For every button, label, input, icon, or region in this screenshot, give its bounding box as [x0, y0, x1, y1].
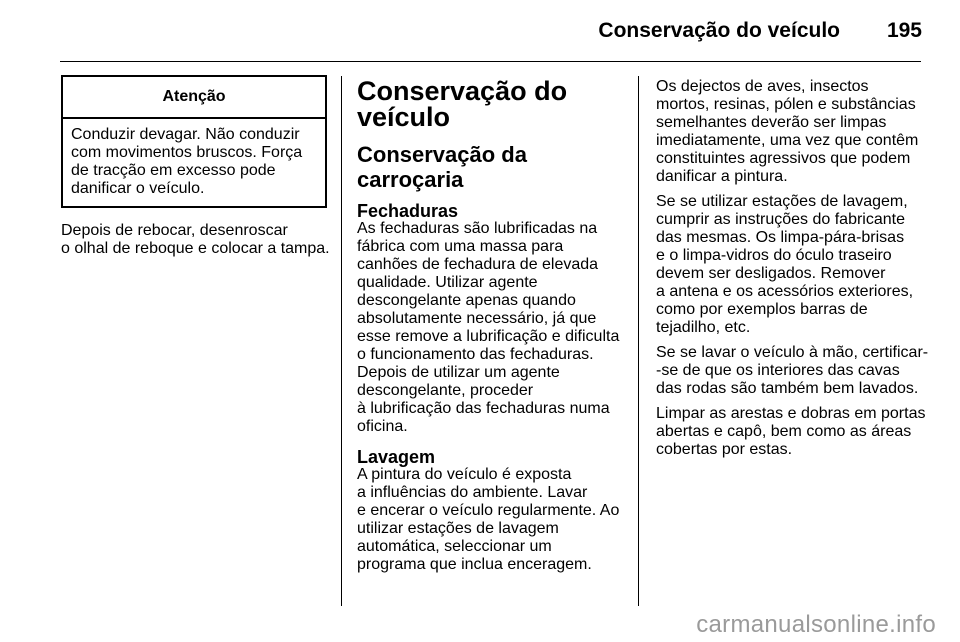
- text-line: descongelante, proceder: [357, 382, 534, 399]
- text-line: canhões de fechadura de elevada: [357, 256, 599, 273]
- text-line: a antena e os acessórios exteriores,: [656, 283, 914, 300]
- text-line: utilizar estações de lavagem: [357, 520, 559, 537]
- fechaduras-heading: Fechaduras: [357, 201, 459, 221]
- text-line: absolutamente necessário, já que: [357, 310, 597, 327]
- text-line: semelhantes deverão ser limpas: [656, 114, 887, 131]
- text-line: oficina.: [357, 418, 408, 435]
- warning-box: [61, 75, 327, 208]
- text-line: esse remove a lubrificação e dificulta: [357, 328, 620, 345]
- text-line: e o limpa-vidros do óculo traseiro: [656, 247, 892, 264]
- text-line: cobertas por estas.: [656, 441, 793, 458]
- text-line: imediatamente, uma vez que contêm: [656, 132, 919, 149]
- heading-line: carroçaria: [357, 167, 464, 192]
- column-left: [61, 75, 331, 258]
- section-heading: [357, 78, 632, 130]
- text-line: das rodas são também bem lavados.: [656, 380, 919, 397]
- subsection-heading: [357, 142, 632, 192]
- text-line: o olhal de reboque e colocar a tampa.: [61, 240, 330, 257]
- fechaduras-section: [357, 202, 632, 436]
- header-divider: [60, 61, 921, 62]
- text-line: à lubrificação das fechaduras numa: [357, 400, 610, 417]
- text-line: a influências do ambiente. Lavar: [357, 484, 588, 501]
- text-line: como por exemplos barras de: [656, 301, 868, 318]
- column-divider-1: [341, 76, 342, 606]
- text-line: Limpar as arestas e dobras em portas: [656, 405, 926, 422]
- text-line: danificar o veículo.: [71, 180, 205, 197]
- text-line: constituintes agressivos que podem: [656, 150, 911, 167]
- text-line: qualidade. Utilizar agente: [357, 274, 538, 291]
- text-line: de tracção em excesso pode: [71, 162, 276, 179]
- heading-line: Conservação do: [357, 76, 568, 106]
- text-line: Os dejectos de aves, insectos: [656, 78, 869, 95]
- page-number: 195: [886, 19, 922, 42]
- heading-line: veículo: [357, 102, 451, 132]
- text-line: -se de que os interiores das cavas: [656, 362, 900, 379]
- warning-text: [63, 119, 325, 206]
- text-line: tejadilho, etc.: [656, 319, 751, 336]
- paragraph-car-wash: [656, 193, 936, 337]
- text-line: cumprir as instruções do fabricante: [656, 211, 905, 228]
- text-line: Se se lavar o veículo à mão, certificar-: [656, 344, 929, 361]
- paragraph-hand-wash: [656, 344, 936, 398]
- text-line: A pintura do veículo é exposta: [357, 466, 572, 483]
- column-right: [656, 78, 936, 466]
- lavagem-section: [357, 448, 632, 574]
- text-line: Depois de rebocar, desenroscar: [61, 222, 288, 239]
- warning-title: Atenção: [63, 77, 325, 119]
- towing-paragraph: [61, 222, 331, 258]
- text-line: abertas e capô, bem como as áreas: [656, 423, 912, 440]
- text-line: o funcionamento das fechaduras.: [357, 346, 594, 363]
- heading-line: Conservação da: [357, 142, 527, 167]
- text-line: devem ser desligados. Remover: [656, 265, 886, 282]
- watermark: carmanualsonline.info: [696, 611, 936, 638]
- text-line: fábrica com uma massa para: [357, 238, 564, 255]
- column-middle: [357, 78, 632, 586]
- header-title: Conservação do veículo: [598, 19, 840, 42]
- text-line: programa que inclua enceragem.: [357, 556, 592, 573]
- text-line: descongelante apenas quando: [357, 292, 576, 309]
- text-line: mortos, resinas, pólen e substâncias: [656, 96, 916, 113]
- column-divider-2: [638, 76, 639, 606]
- paragraph-bird-droppings: [656, 78, 936, 186]
- text-line: das mesmas. Os limpa-pára-brisas: [656, 229, 905, 246]
- text-line: automática, seleccionar um: [357, 538, 552, 555]
- text-line: com movimentos bruscos. Força: [71, 144, 303, 161]
- text-line: As fechaduras são lubrificadas na: [357, 220, 598, 237]
- lavagem-heading: Lavagem: [357, 447, 436, 467]
- text-line: Se se utilizar estações de lavagem,: [656, 193, 908, 210]
- text-line: Conduzir devagar. Não conduzir: [71, 126, 300, 143]
- text-line: e encerar o veículo regularmente. Ao: [357, 502, 620, 519]
- text-line: danificar a pintura.: [656, 168, 788, 185]
- text-line: Depois de utilizar um agente: [357, 364, 560, 381]
- paragraph-edges: [656, 405, 936, 459]
